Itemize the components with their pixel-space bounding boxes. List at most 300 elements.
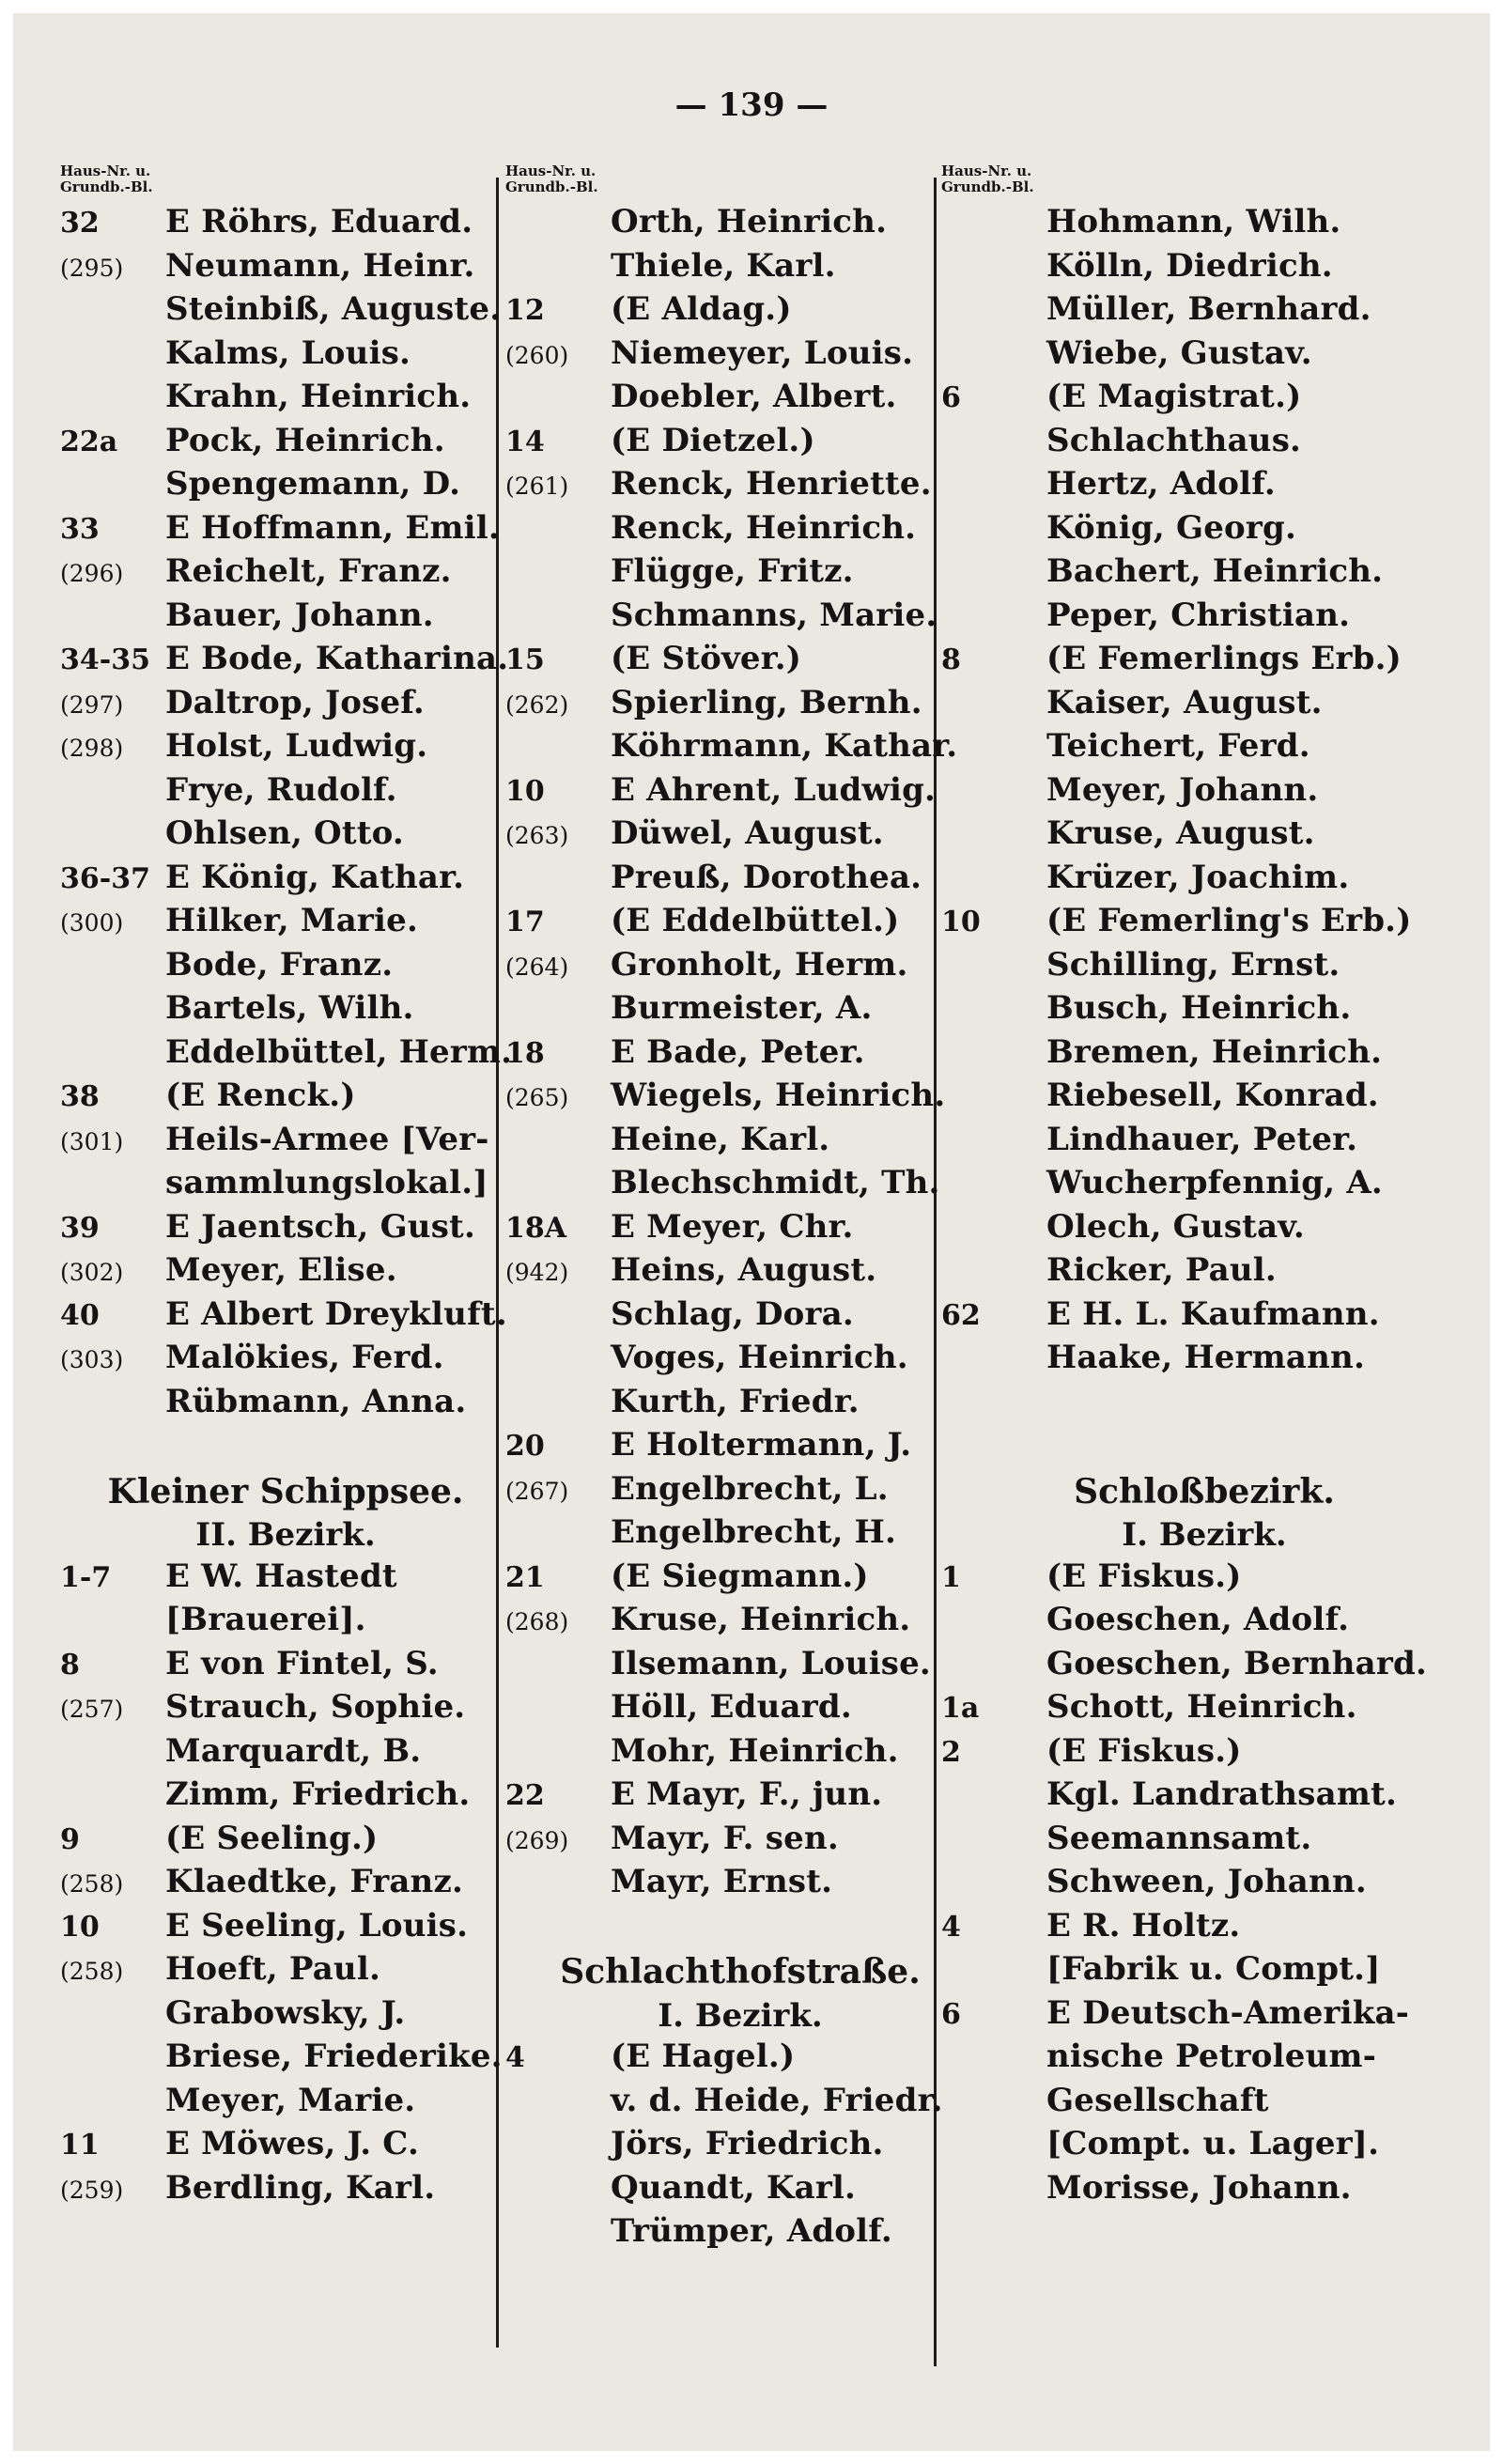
directory-entry — [60, 465, 511, 509]
directory-entry — [941, 1339, 1467, 1383]
resident-name: Gesellschaft — [1046, 2081, 1269, 2119]
directory-entry — [60, 422, 511, 466]
directory-entry — [941, 1601, 1467, 1645]
directory-entry — [505, 1775, 975, 1820]
column-header-line: Grundb.-Bl. — [505, 178, 598, 195]
resident-name: Hohmann, Wilh. — [1046, 203, 1341, 240]
directory-entry — [941, 1557, 1467, 1602]
directory-entry — [505, 2038, 975, 2082]
house-number: 10 — [505, 774, 545, 808]
directory-entry — [505, 465, 975, 509]
directory-entry — [505, 1295, 975, 1340]
resident-name: Renck, Heinrich. — [611, 508, 917, 547]
resident-name: E von Fintel, S. — [165, 1644, 439, 1682]
directory-entry — [505, 1077, 975, 1121]
resident-name: Pock, Heinrich. — [165, 421, 445, 459]
street-heading: Schlachthofstraße. — [560, 1952, 921, 1991]
resident-name: Marquardt, B. — [165, 1731, 422, 1770]
resident-name: Grabowsky, J. — [165, 1993, 406, 2032]
street-heading: Schloßbezirk. — [1074, 1471, 1335, 1511]
directory-entry — [941, 1164, 1467, 1208]
directory-entry — [60, 989, 511, 1033]
house-number: (267) — [505, 1477, 569, 1505]
directory-entry — [505, 1339, 975, 1383]
house-number: (263) — [505, 822, 569, 849]
directory-entry — [941, 422, 1467, 466]
directory-entry — [941, 334, 1467, 379]
resident-name: Ilsemann, Louise. — [611, 1644, 931, 1682]
directory-entry — [505, 1251, 975, 1295]
resident-name: Haake, Hermann. — [1046, 1339, 1365, 1376]
resident-name: Spengemann, D. — [165, 465, 461, 503]
directory-entry — [60, 1383, 511, 1427]
house-number: (300) — [60, 909, 124, 937]
resident-name: (E Femerlings Erb.) — [1046, 640, 1402, 677]
house-number: (260) — [505, 341, 569, 369]
directory-entry — [941, 989, 1467, 1033]
resident-name: Schlag, Dora. — [611, 1294, 854, 1333]
directory-entry — [941, 465, 1467, 509]
directory-entry — [505, 902, 975, 946]
directory-entry — [941, 1295, 1467, 1340]
resident-name: (E Femerling's Erb.) — [1046, 902, 1412, 939]
directory-entry — [941, 1994, 1467, 2038]
directory-entry — [941, 902, 1467, 946]
directory-entry — [60, 552, 511, 597]
resident-name: Bartels, Wilh. — [165, 989, 414, 1027]
house-number: 17 — [505, 906, 545, 938]
resident-name: Mohr, Heinrich. — [611, 1731, 899, 1770]
resident-name: Wiebe, Gustav. — [1046, 333, 1312, 372]
resident-name: E Albert Dreykluft. — [165, 1294, 507, 1333]
house-number: 6 — [941, 381, 961, 414]
directory-entry — [60, 247, 511, 291]
resident-name: Riebesell, Konrad. — [1046, 1077, 1379, 1114]
house-number: (258) — [60, 1958, 124, 1985]
directory-entry — [60, 814, 511, 859]
resident-name: Niemeyer, Louis. — [611, 333, 914, 372]
resident-name: Neumann, Heinr. — [165, 246, 475, 285]
directory-entry — [60, 1732, 511, 1776]
resident-name: (E Renck.) — [165, 1077, 356, 1114]
resident-name: Kruse, Heinrich. — [611, 1601, 911, 1638]
directory-entry — [941, 814, 1467, 859]
resident-name: Quandt, Karl. — [611, 2168, 857, 2207]
resident-name: nische Petroleum- — [1046, 2038, 1377, 2075]
house-number: 22 — [505, 1779, 545, 1812]
resident-name: Hoeft, Paul. — [165, 1950, 380, 1988]
house-number: (269) — [505, 1826, 569, 1854]
resident-name: (E Dietzel.) — [611, 421, 815, 459]
house-number: 1 — [941, 1560, 961, 1594]
directory-entry — [941, 203, 1467, 247]
directory-entry — [60, 1339, 511, 1383]
directory-entry — [505, 2125, 975, 2169]
house-number: (261) — [505, 473, 569, 500]
directory-entry — [60, 1033, 511, 1077]
resident-name: Orth, Heinrich. — [611, 203, 888, 240]
resident-name: Ricker, Paul. — [1046, 1251, 1277, 1289]
resident-name: Kalms, Louis. — [165, 333, 411, 372]
resident-name: E R. Holtz. — [1046, 1906, 1241, 1945]
directory-entry — [505, 203, 975, 247]
house-number: (301) — [60, 1127, 124, 1155]
resident-name: [Fabrik u. Compt.] — [1046, 1950, 1381, 1988]
directory-entry — [941, 290, 1467, 334]
directory-page — [13, 13, 1490, 2451]
house-number: 36-37 — [60, 861, 150, 895]
resident-name: Ohlsen, Otto. — [165, 814, 404, 852]
resident-name: Schlachthaus. — [1046, 421, 1302, 459]
directory-entry — [505, 684, 975, 728]
resident-name: Kruse, August. — [1046, 814, 1315, 852]
house-number: 62 — [941, 1298, 981, 1332]
entry-list — [60, 203, 511, 2212]
resident-name: Wiegels, Heinrich. — [611, 1077, 946, 1114]
directory-entry — [941, 1251, 1467, 1295]
resident-name: E Jaentsch, Gust. — [165, 1207, 476, 1246]
house-number: (297) — [60, 690, 124, 719]
directory-entry — [60, 1601, 511, 1645]
entry-list — [505, 203, 975, 2256]
spacer — [941, 1426, 1467, 1470]
resident-name: E Bade, Peter. — [611, 1032, 865, 1071]
house-number: (295) — [60, 254, 124, 282]
directory-entry — [505, 1470, 975, 1514]
resident-name: Meyer, Johann. — [1046, 770, 1319, 809]
directory-entry — [505, 1383, 975, 1427]
resident-name: Olech, Gustav. — [1046, 1207, 1305, 1246]
resident-name: Bachert, Heinrich. — [1046, 552, 1384, 590]
directory-entry — [60, 1077, 511, 1121]
column-2 — [505, 163, 975, 2256]
directory-entry — [505, 509, 975, 553]
house-number: (296) — [60, 560, 124, 587]
directory-entry — [941, 509, 1467, 553]
directory-entry — [60, 859, 511, 903]
resident-name: (E Seeling.) — [165, 1819, 379, 1857]
house-number: 33 — [60, 512, 100, 546]
house-number: (257) — [60, 1696, 124, 1723]
directory-entry — [505, 640, 975, 684]
resident-name: Krüzer, Joachim. — [1046, 858, 1350, 896]
house-number: 39 — [60, 1211, 100, 1245]
directory-entry — [941, 727, 1467, 771]
house-number: (303) — [60, 1346, 124, 1373]
resident-name: Bauer, Johann. — [165, 596, 434, 634]
resident-name: Thiele, Karl. — [611, 246, 836, 285]
spacer — [941, 1383, 1467, 1427]
house-number: 8 — [60, 1648, 80, 1681]
house-number: 4 — [941, 1910, 961, 1944]
directory-entry — [941, 1907, 1467, 1951]
directory-entry — [941, 1688, 1467, 1732]
house-number: 18A — [505, 1211, 567, 1245]
resident-name: Berdling, Karl. — [165, 2168, 436, 2207]
house-number: (264) — [505, 953, 569, 981]
directory-entry — [60, 684, 511, 728]
resident-name: (E Magistrat.) — [1046, 378, 1302, 415]
directory-entry — [60, 1645, 511, 1689]
resident-name: Renck, Henriette. — [611, 465, 932, 503]
resident-name: v. d. Heide, Friedr. — [611, 2081, 943, 2119]
directory-entry — [941, 1732, 1467, 1776]
directory-entry — [60, 2169, 511, 2213]
resident-name: Flügge, Fritz. — [611, 552, 854, 590]
column-header — [60, 163, 511, 195]
directory-entry — [941, 597, 1467, 641]
directory-entry — [941, 640, 1467, 684]
directory-entry — [941, 1208, 1467, 1252]
directory-entry — [941, 1820, 1467, 1864]
directory-entry — [60, 378, 511, 422]
house-number: 12 — [505, 294, 545, 327]
resident-name: Briese, Friederike. — [165, 2038, 503, 2075]
resident-name: E Möwes, J. C. — [165, 2125, 420, 2162]
house-number: (268) — [505, 1608, 569, 1635]
directory-entry — [505, 1601, 975, 1645]
directory-entry — [60, 771, 511, 815]
resident-name: Blechschmidt, Th. — [611, 1164, 940, 1201]
house-number: 10 — [941, 906, 981, 938]
house-number: (265) — [505, 1084, 569, 1111]
directory-entry — [60, 2082, 511, 2126]
resident-name: (E Eddelbüttel.) — [611, 902, 900, 939]
resident-name: Mayr, Ernst. — [611, 1863, 833, 1900]
directory-entry — [941, 2038, 1467, 2082]
resident-name: E Seeling, Louis. — [165, 1906, 469, 1945]
district-heading: I. Bezirk. — [658, 1996, 823, 2035]
resident-name: Holst, Ludwig. — [165, 727, 428, 765]
column-header-line: Grundb.-Bl. — [941, 178, 1034, 195]
directory-entry — [505, 1121, 975, 1165]
directory-entry — [941, 2169, 1467, 2213]
resident-name: (E Hagel.) — [611, 2038, 796, 2075]
resident-name: Gronholt, Herm. — [611, 945, 908, 984]
directory-entry — [505, 1513, 975, 1557]
resident-name: Heils-Armee [Ver- — [165, 1120, 489, 1158]
directory-entry — [60, 1907, 511, 1951]
resident-name: Goeschen, Bernhard. — [1046, 1644, 1428, 1682]
house-number: (298) — [60, 735, 124, 762]
resident-name: König, Georg. — [1046, 508, 1297, 547]
column-header-line: Grundb.-Bl. — [60, 178, 153, 195]
column-header-line: Haus-Nr. u. — [941, 163, 1032, 179]
directory-entry — [505, 334, 975, 379]
resident-name: Malökies, Ferd. — [165, 1339, 444, 1376]
entry-list — [941, 203, 1467, 2212]
directory-entry — [941, 1863, 1467, 1907]
house-number: 38 — [60, 1080, 100, 1113]
resident-name: Schott, Heinrich. — [1046, 1688, 1357, 1726]
directory-entry — [60, 597, 511, 641]
directory-entry — [505, 1863, 975, 1907]
house-number: (302) — [60, 1259, 124, 1286]
column-1 — [60, 163, 511, 2212]
resident-name: Reichelt, Franz. — [165, 552, 452, 590]
resident-name: Voges, Heinrich. — [611, 1339, 908, 1376]
resident-name: Heins, August. — [611, 1251, 877, 1289]
resident-name: E Meyer, Chr. — [611, 1207, 854, 1246]
directory-entry — [941, 2125, 1467, 2169]
district-heading: II. Bezirk. — [195, 1516, 376, 1554]
directory-entry — [505, 597, 975, 641]
directory-entry — [60, 334, 511, 379]
house-number: 21 — [505, 1560, 545, 1594]
directory-entry — [505, 1033, 975, 1077]
directory-entry — [60, 1688, 511, 1732]
directory-entry — [60, 1994, 511, 2038]
directory-entry — [505, 1732, 975, 1776]
house-number: 34-35 — [60, 643, 150, 676]
directory-entry — [941, 1950, 1467, 1994]
directory-entry — [60, 1863, 511, 1907]
directory-entry — [941, 1645, 1467, 1689]
house-number: 1a — [941, 1692, 980, 1725]
directory-entry — [60, 290, 511, 334]
house-number: (259) — [60, 2176, 124, 2204]
column-header-line: Haus-Nr. u. — [505, 163, 597, 179]
column-3 — [941, 163, 1467, 2212]
house-number: 2 — [941, 1735, 961, 1769]
directory-entry — [941, 1077, 1467, 1121]
directory-entry — [60, 509, 511, 553]
resident-name: Hertz, Adolf. — [1046, 465, 1276, 503]
directory-entry — [60, 946, 511, 990]
resident-name: Zimm, Friedrich. — [165, 1775, 471, 1813]
directory-entry — [505, 1820, 975, 1864]
spacer — [60, 1426, 511, 1470]
resident-name: Goeschen, Adolf. — [1046, 1601, 1350, 1638]
directory-entry — [505, 1208, 975, 1252]
house-number: 1-7 — [60, 1560, 112, 1594]
directory-entry — [505, 552, 975, 597]
directory-entry — [505, 378, 975, 422]
resident-name: Bode, Franz. — [165, 945, 394, 984]
resident-name: Morisse, Johann. — [1046, 2168, 1352, 2207]
resident-name: Daltrop, Josef. — [165, 683, 425, 721]
directory-entry — [60, 1295, 511, 1340]
directory-entry — [941, 771, 1467, 815]
resident-name: Düwel, August. — [611, 814, 884, 852]
directory-entry — [505, 1426, 975, 1470]
directory-entry — [505, 247, 975, 291]
house-number: 14 — [505, 425, 545, 458]
resident-name: E Holtermann, J. — [611, 1426, 912, 1464]
resident-name: E Röhrs, Eduard. — [165, 203, 473, 240]
directory-entry — [60, 2125, 511, 2169]
resident-name: E Bode, Katharina. — [165, 640, 509, 677]
directory-entry — [941, 1033, 1467, 1077]
directory-entry — [60, 1164, 511, 1208]
directory-entry — [941, 2082, 1467, 2126]
resident-name: Kurth, Friedr. — [611, 1382, 860, 1420]
directory-entry — [60, 1820, 511, 1864]
resident-name: E Deutsch-Amerika- — [1046, 1993, 1410, 2032]
column-header — [941, 163, 1467, 195]
house-number: 6 — [941, 1997, 961, 2031]
resident-name: Krahn, Heinrich. — [165, 378, 472, 415]
resident-name: Hilker, Marie. — [165, 902, 419, 939]
resident-name: Schween, Johann. — [1046, 1863, 1367, 1900]
resident-name: Steinbiß, Auguste. — [165, 290, 502, 328]
directory-entry — [505, 989, 975, 1033]
directory-entry — [60, 727, 511, 771]
directory-entry — [60, 902, 511, 946]
resident-name: E Mayr, F., jun. — [611, 1775, 883, 1813]
resident-name: Schilling, Ernst. — [1046, 945, 1340, 984]
district-heading: I. Bezirk. — [1122, 1516, 1287, 1554]
directory-entry — [505, 1645, 975, 1689]
directory-entry — [505, 290, 975, 334]
resident-name: E König, Kathar. — [165, 858, 465, 896]
resident-name: (E Fiskus.) — [1046, 1731, 1242, 1770]
resident-name: Höll, Eduard. — [611, 1688, 852, 1726]
resident-name: Heine, Karl. — [611, 1120, 830, 1158]
page-number: — 139 — — [674, 86, 829, 124]
resident-name: Trümper, Adolf. — [611, 2212, 892, 2250]
resident-name: Spierling, Bernh. — [611, 683, 922, 721]
resident-name: Bremen, Heinrich. — [1046, 1032, 1383, 1071]
house-number: (262) — [505, 690, 569, 719]
directory-entry — [60, 1251, 511, 1295]
resident-name: Jörs, Friedrich. — [611, 2125, 884, 2162]
resident-name: Kölln, Diedrich. — [1046, 246, 1333, 285]
house-number: 11 — [60, 2129, 100, 2162]
house-number: 18 — [505, 1036, 545, 1070]
resident-name: Burmeister, A. — [611, 989, 873, 1027]
resident-name: Mayr, F. sen. — [611, 1819, 839, 1857]
column-header-line: Haus-Nr. u. — [60, 163, 151, 179]
directory-entry — [505, 771, 975, 815]
resident-name: Kaiser, August. — [1046, 683, 1323, 721]
spacer — [505, 1907, 975, 1951]
resident-name: [Brauerei]. — [165, 1601, 366, 1638]
directory-entry — [941, 1775, 1467, 1820]
resident-name: E Hoffmann, Emil. — [165, 508, 500, 547]
house-number: 40 — [60, 1298, 100, 1332]
directory-entry — [941, 946, 1467, 990]
directory-entry — [505, 422, 975, 466]
directory-entry — [941, 859, 1467, 903]
resident-name: E W. Hastedt — [165, 1557, 397, 1595]
resident-name: Preuß, Dorothea. — [611, 858, 922, 896]
directory-entry — [505, 946, 975, 990]
directory-entry — [505, 1557, 975, 1602]
resident-name: Köhrmann, Kathar. — [611, 727, 958, 765]
resident-name: Wucherpfennig, A. — [1046, 1164, 1383, 1201]
resident-name: Schmanns, Marie. — [611, 596, 937, 634]
directory-entry — [505, 859, 975, 903]
house-number: (942) — [505, 1259, 569, 1286]
column-header — [505, 163, 975, 195]
directory-entry — [60, 640, 511, 684]
resident-name: (E Fiskus.) — [1046, 1557, 1242, 1595]
resident-name: (E Stöver.) — [611, 640, 802, 677]
resident-name: Busch, Heinrich. — [1046, 989, 1352, 1027]
resident-name: Rübmann, Anna. — [165, 1382, 467, 1420]
resident-name: Meyer, Elise. — [165, 1251, 397, 1289]
resident-name: Klaedtke, Franz. — [165, 1863, 464, 1900]
resident-name: Teichert, Ferd. — [1046, 727, 1310, 765]
directory-entry — [941, 378, 1467, 422]
directory-entry — [505, 1688, 975, 1732]
directory-entry — [60, 1950, 511, 1994]
resident-name: Seemannsamt. — [1046, 1819, 1312, 1857]
house-number: 8 — [941, 643, 961, 676]
resident-name: Strauch, Sophie. — [165, 1688, 466, 1726]
house-number: 15 — [505, 643, 545, 676]
